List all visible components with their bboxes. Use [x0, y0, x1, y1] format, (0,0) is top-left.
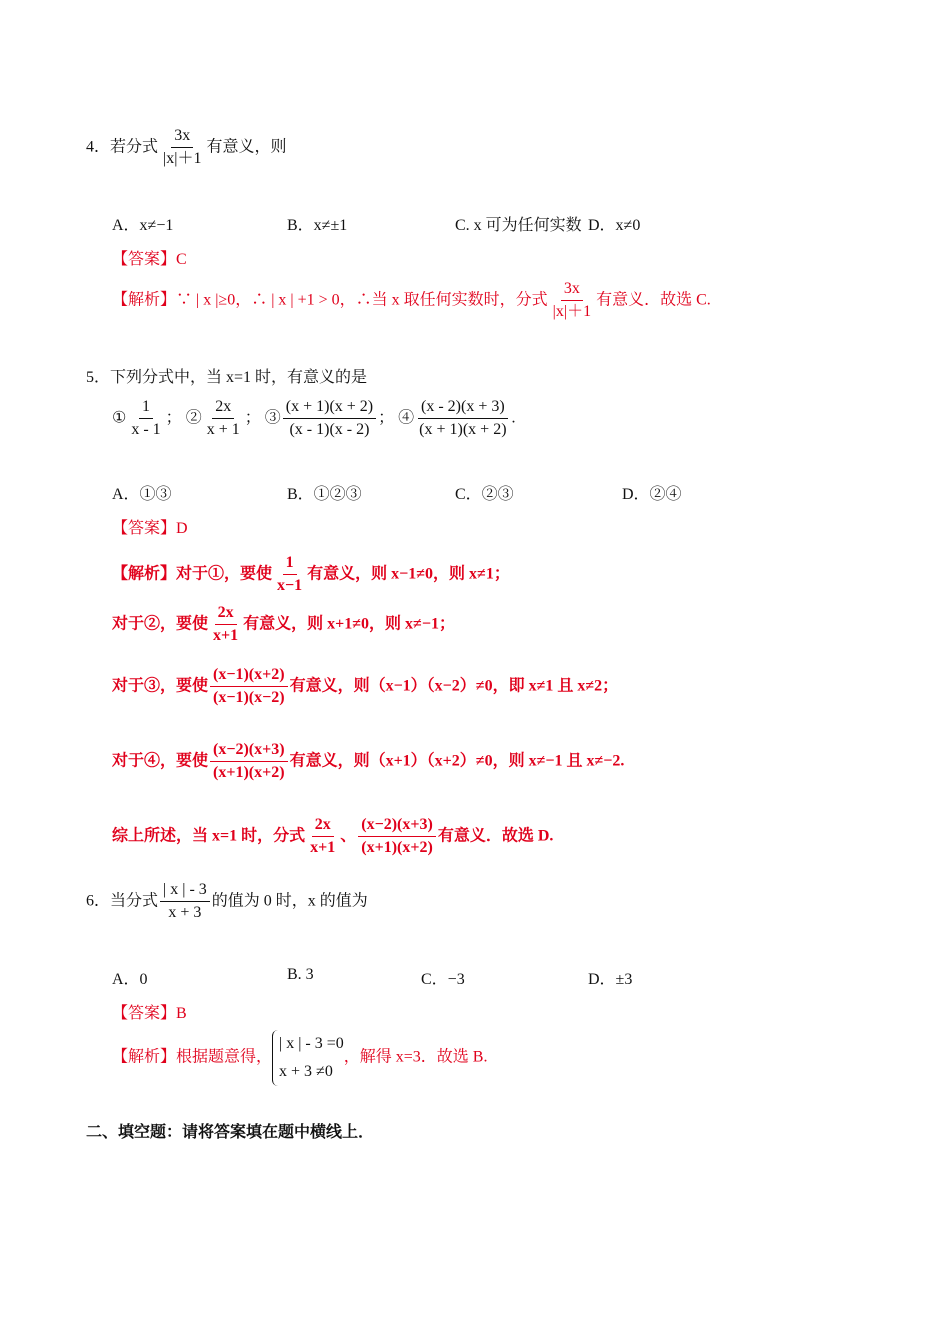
fraction: $\frac{3x}{|x|+1}$	[163, 127, 202, 168]
option-b: B．①②③	[287, 486, 362, 503]
equation-system: | x | - 3 =0 x + 3 ≠0	[272, 1030, 344, 1086]
option-d: D．②④	[622, 486, 682, 503]
analysis-line-2: 对于②，要使 $\frac{2x}{x+1}$ 有意义，则 x+1≠0，则 x≠−1；	[112, 604, 455, 645]
question-number: 4．	[86, 138, 111, 156]
option-a: A．①③	[112, 486, 172, 503]
question-4-stem	[86, 127, 286, 169]
fraction: $\frac{(x - 2)(x + 3)}{(x + 1)(x + 2)}$	[419, 398, 507, 439]
answer: 【答案】D	[112, 520, 188, 537]
question-text: 下列分式中，当 x=1 时，有意义的是	[110, 369, 368, 386]
option-a: A．x≠−1	[112, 217, 174, 234]
question-5-stem	[86, 364, 367, 387]
answer: 【答案】B	[112, 1005, 187, 1022]
fraction: $\frac{(x-1)(x+2)}{(x-1)(x-2)}$	[210, 666, 288, 708]
fraction: $\frac{2x}{x+1}$	[310, 816, 336, 857]
question-text: 若分式	[110, 138, 159, 156]
question-6-stem	[86, 881, 368, 923]
analysis: 【解析】根据题意得， | x | - 3 =0 x + 3 ≠0 ，解得 x=3．故选 B.	[112, 1030, 487, 1086]
option-c: C. x 可为任何实数	[455, 217, 582, 234]
option-b: B. 3	[287, 966, 314, 983]
analysis-line-4: 对于④，要使 $\frac{(x-2)(x+3)}{(x+1)(x+2)}$ 有意义，则（x+1）（x+2）≠0，则 x≠−1 且 x≠−2.	[112, 741, 625, 782]
fraction-list: ① $\frac{1}{x - 1}$ ； ② $\frac{2x}{x + 1}$ ； ③ $\frac{(x + 1)(x + 2)}{(x - 1)(x - 2)}$ ； ④ $\frac{(x - 2)(x + 3)}{(x + 1)(x + 2)}$ .	[112, 398, 516, 439]
option-b: B．x≠±1	[287, 217, 348, 234]
option-d: D．±3	[588, 971, 633, 988]
option-d: D．x≠0	[588, 217, 641, 234]
section-heading: 二、填空题：请将答案填在题中横线上．	[86, 1124, 375, 1141]
fraction: $\frac{| x | - 3}{x + 3}$	[160, 881, 210, 923]
question-number: 5．	[86, 369, 111, 386]
fraction: $\frac{1}{x-1}$	[277, 554, 303, 595]
fraction: $\frac{3x}{|x|+1}$	[552, 280, 592, 321]
fraction: $\frac{(x-2)(x+3)}{(x+1)(x+2)}$	[358, 816, 436, 858]
analysis-line-1: 【解析】对于①，要使 $\frac{1}{x-1}$ 有意义，则 x−1≠0，则 x≠1；	[112, 554, 510, 595]
option-a: A．0	[112, 971, 148, 988]
answer: 【答案】C	[112, 251, 187, 268]
analysis: 【解析】∵ | x |≥0，∴ | x | +1 > 0，∴当 x 取任何实数时，分式 $\frac{3x}{|x|+1}$ 有意义．故选 C.	[112, 280, 711, 321]
fraction: $\frac{2x}{x + 1}$	[206, 398, 240, 439]
fraction: $\frac{1}{x - 1}$	[131, 398, 161, 439]
question-text: 当分式	[110, 892, 159, 910]
option-c: C．②③	[455, 486, 514, 503]
fraction: $\frac{2x}{x+1}$	[213, 604, 239, 645]
fraction: $\frac{(x + 1)(x + 2)}{(x - 1)(x - 2)}$	[283, 398, 376, 440]
question-text: 的值为 0 时，x 的值为	[211, 892, 368, 910]
question-text: 有意义，则	[206, 138, 287, 156]
question-number: 6．	[86, 892, 111, 910]
analysis-line-3: 对于③，要使 $\frac{(x-1)(x+2)}{(x-1)(x-2)}$ 有意义，则（x−1）（x−2）≠0，即 x≠1 且 x≠2；	[112, 666, 619, 707]
option-c: C．−3	[421, 971, 465, 988]
analysis-summary: 综上所述，当 x=1 时，分式 $\frac{2x}{x+1}$ 、 $\frac{(x-2)(x+3)}{(x+1)(x+2)}$ 有意义．故选 D.	[112, 816, 554, 857]
fraction: $\frac{(x-2)(x+3)}{(x+1)(x+2)}$	[210, 741, 288, 783]
